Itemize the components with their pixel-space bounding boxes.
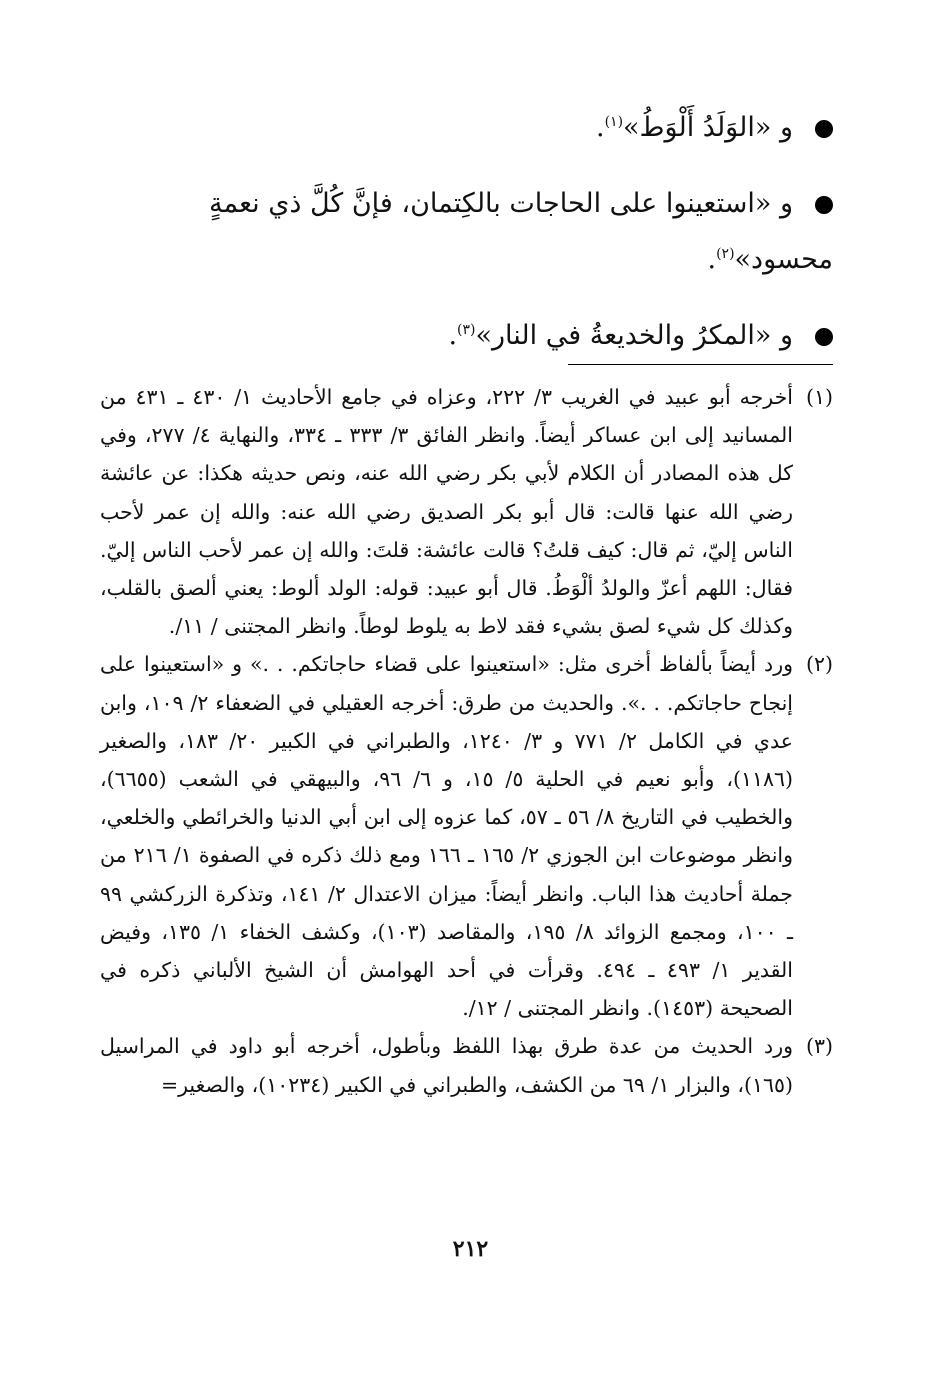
bullet-text: «الوَلَدُ أَلْوَطُ»	[623, 112, 772, 143]
footnote-text: أخرجه أبو عبيد في الغريب ٣/ ٢٢٢، وعزاه في جامع الأحاديث ١/ ٤٣٠ ـ ٤٣١ من المسانيد إلى ابن عساكر أيضاً. وانظر الفائق ٣/ ٣٣٣ ـ ٣٣٤، والنهاية ٤/ ٢٧٧، وفي كل هذه المصادر أن الكلام لأبي بكر رضي الله عنه، ونص حديثه هكذا: عن عائشة رضي الله عنها قالت: قال أبو بكر الصديق رضي الله عنه: والله إن عمر لأحب الناس إليّ، ثم قال: كيف قلتُ؟ قالت عائشة: قلتَ: والله إن عمر لأحب الناس إليّ. فقال: اللهم أعزّ والولدُ ألْوَطُ. قال أبو عبيد: قوله: الولد ألوط: يعني ألصق بالقلب، وكذلك كل شيء لصق بشيء فقد لاط به يلوط لوطاً. وانظر المجتنى / ١١/.	[100, 385, 793, 639]
footnote-divider	[568, 364, 833, 365]
footnotes-section	[100, 378, 833, 1104]
footnote-number: (٣)	[805, 1034, 833, 1059]
footnote	[100, 378, 833, 645]
main-text	[100, 100, 833, 364]
bullet-prefix: و	[771, 320, 793, 351]
bullet-prefix: و	[771, 188, 793, 219]
bullet-dot-icon	[815, 328, 833, 346]
bullet-text-continued	[100, 232, 833, 288]
footnote-ref[interactable]: (٣)	[457, 322, 476, 338]
footnote-number: (٢)	[805, 652, 833, 677]
bullet-suffix: .	[595, 112, 605, 143]
bullet-dot-icon	[815, 120, 833, 138]
bullet-item	[100, 308, 833, 364]
footnote-text: ورد الحديث من عدة طرق بهذا اللفظ وبأطول، أخرجه أبو داود في المراسيل (١٦٥)، والبزار ١/ ٦٩ من الكشف، والطبراني في الكبير (١٠٢٣٤)، والصغير=	[100, 1034, 793, 1097]
bullet-text: «استعينوا على الحاجات بالكِتمان، فإنَّ كُلَّ ذي نعمةٍ	[209, 188, 772, 219]
bullet-item	[100, 100, 833, 156]
bullet-suffix: .	[448, 320, 458, 351]
footnote	[100, 1027, 833, 1103]
footnote-ref[interactable]: (٢)	[716, 246, 735, 262]
bullet-text-line2: محسود»	[734, 244, 833, 275]
bullet-prefix: و	[771, 112, 793, 143]
bullet-suffix: .	[707, 244, 717, 275]
bullet-item	[100, 176, 833, 288]
bullet-dot-icon	[815, 196, 833, 214]
footnote-ref[interactable]: (١)	[604, 114, 624, 130]
footnote	[100, 645, 833, 1027]
footnote-text: ورد أيضاً بألفاظ أخرى مثل: «استعينوا على قضاء حاجاتكم. . .» و «استعينوا على إنجاح حاجاتكم. . .». والحديث من طرق: أخرجه العقيلي في الضعفاء ٢/ ١٠٩، وابن عدي في الكامل ٢/ ٧٧١ و ٣/ ١٢٤٠، والطبراني في الكبير ٢٠/ ١٨٣، والصغير (١١٨٦)، وأبو نعيم في الحلية ٥/ ١٥، و ٦/ ٩٦، والبيهقي في الشعب (٦٦٥٥)، والخطيب في التاريخ ٨/ ٥٦ ـ ٥٧، كما عزوه إلى ابن أبي الدنيا والخرائطي والخلعي، وانظر موضوعات ابن الجوزي ٢/ ١٦٥ ـ ١٦٦ ومع ذلك ذكره في الصفوة ١/ ٢١٦ من جملة أحاديث هذا الباب. وانظر أيضاً: ميزان الاعتدال ٢/ ١٤١، وتذكرة الزركشي ٩٩ ـ ١٠٠، ومجمع الزوائد ٨/ ١٩٥، والمقاصد (١٠٣)، وكشف الخفاء ١/ ١٣٥، وفيض القدير ١/ ٤٩٣ ـ ٤٩٤. وقرأت في أحد الهوامش أن الشيخ الألباني ذكره في الصحيحة (١٤٥٣). وانظر المجتنى / ١٢/.	[100, 652, 793, 1021]
page-number: ٢١٢	[452, 1236, 489, 1262]
footnote-number: (١)	[805, 385, 833, 409]
bullet-text: «المكرُ والخديعةُ في النار»	[475, 320, 772, 351]
